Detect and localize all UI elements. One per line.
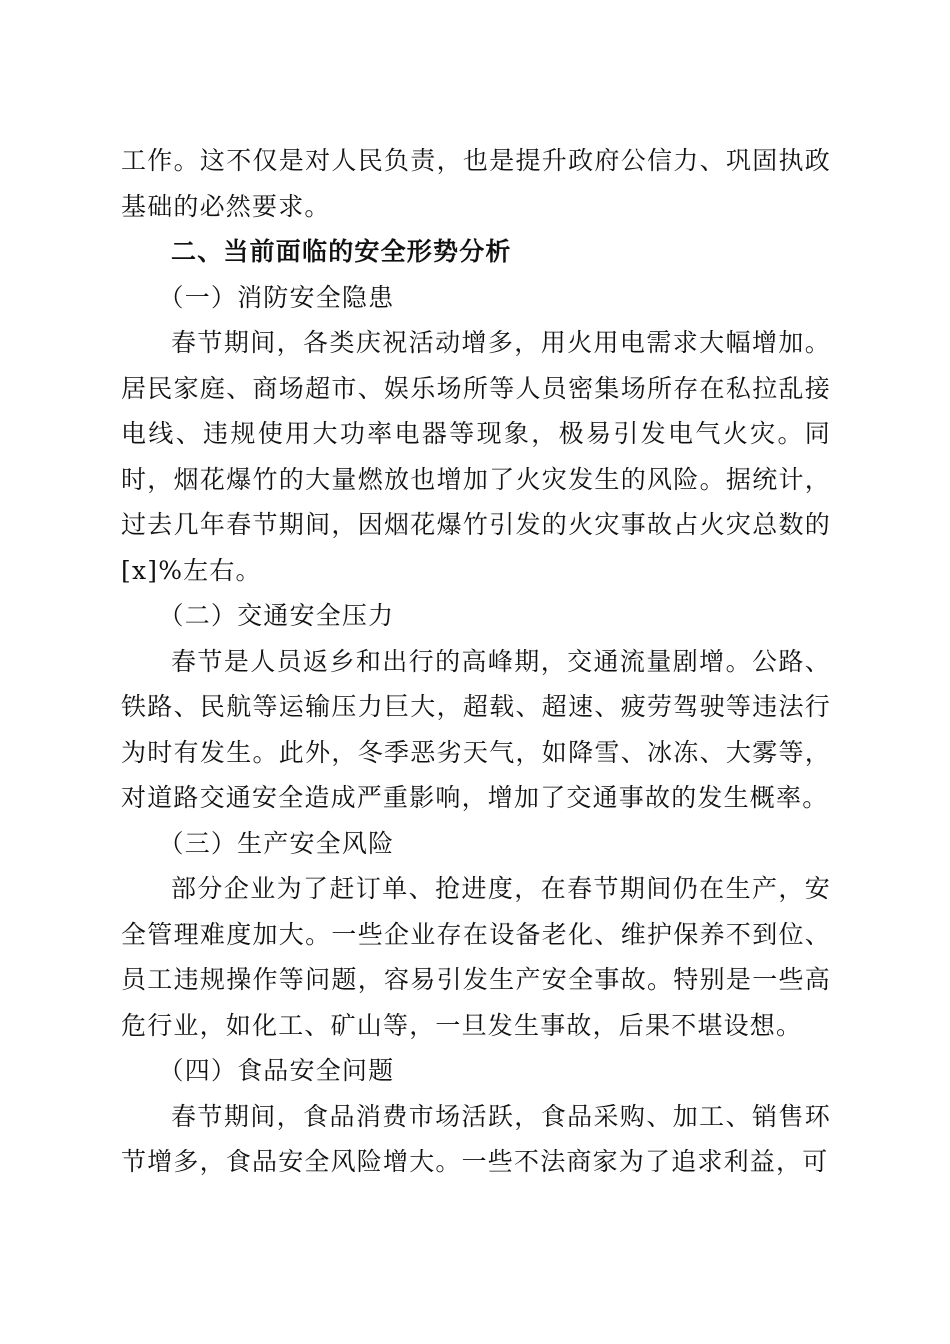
subsection-title-food-safety: （四）食品安全问题 <box>158 1056 395 1085</box>
subsection-title-fire-safety: （一）消防安全隐患 <box>158 282 395 312</box>
subsection-body-fire-safety: 春节期间，各类庆祝活动增多，用火用电需求大幅增加。居民家庭、商场超市、娱乐场所等人员密集场所存在私拉乱接电线、违规使用大功率电器等现象，极易引发电气火灾。同时，烟花爆竹的大量燃放也增加了火灾发生的风险。据统计，过去几年春节期间，因烟花爆竹引发的火灾事故占火灾总数的[x]%左右。 <box>121 328 831 585</box>
paragraph-continuation: 工作。这不仅是对人民负责，也是提升政府公信力、巩固执政基础的必然要求。 <box>121 146 831 221</box>
subsection-body-traffic-safety: 春节是人员返乡和出行的高峰期，交通流量剧增。公路、铁路、民航等运输压力巨大，超载、超速、疲劳驾驶等违法行为时有发生。此外，冬季恶劣天气，如降雪、冰冻、大雾等，对道路交通安全造成严重影响，增加了交通事故的发生概率。 <box>121 646 831 812</box>
subsection-title-production-safety: （三）生产安全风险 <box>158 828 395 858</box>
section-title: 二、当前面临的安全形势分析 <box>171 237 512 266</box>
subsection-body-production-safety: 部分企业为了赶订单、抢进度，在春节期间仍在生产，安全管理难度加大。一些企业存在设备老化、维护保养不到位、员工违规操作等问题，容易引发生产安全事故。特别是一些高危行业，如化工、矿山等，一旦发生事故，后果不堪设想。 <box>121 874 831 1040</box>
subsection-body-food-safety: 春节期间，食品消费市场活跃，食品采购、加工、销售环节增多，食品安全风险增大。一些不法商家为了追求利益，可 <box>121 1101 831 1176</box>
document-body <box>121 138 831 1185</box>
subsection-title-traffic-safety: （二）交通安全压力 <box>158 601 395 630</box>
